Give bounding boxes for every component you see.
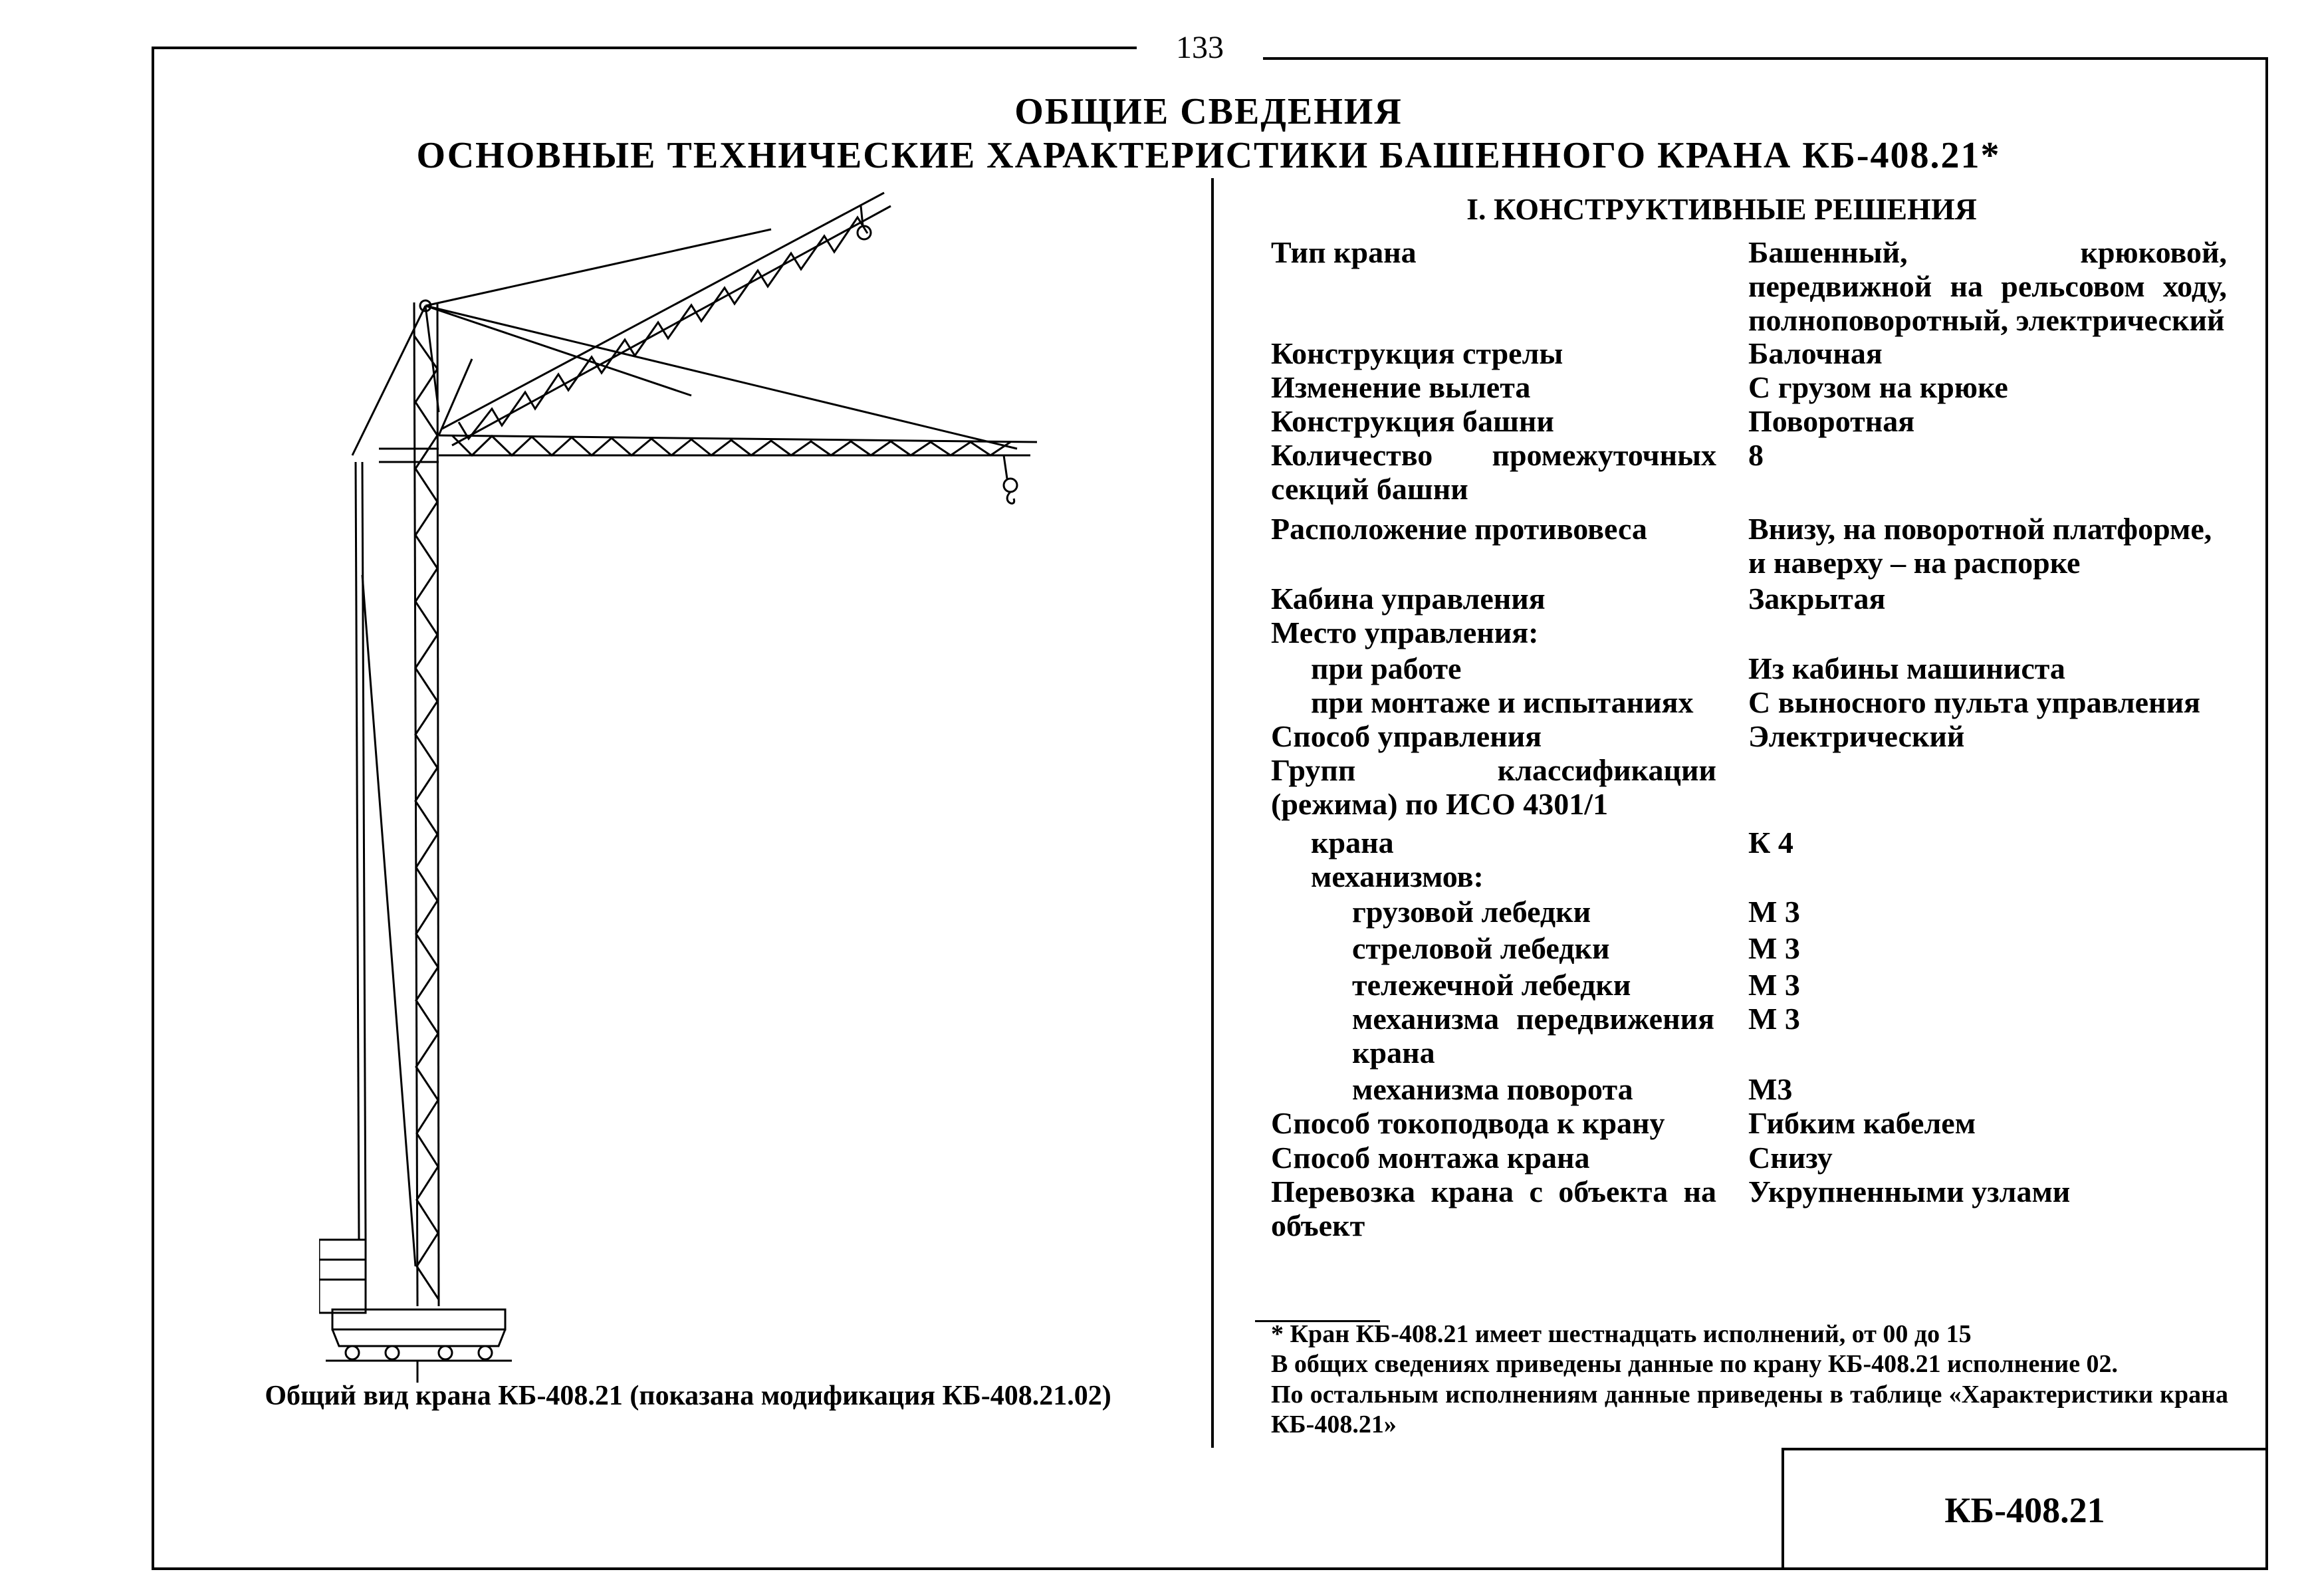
frame-bottom [152, 1567, 2268, 1570]
page-subtitle: ОСНОВНЫЕ ТЕХНИЧЕСКИЕ ХАРАКТЕРИСТИКИ БАШЕННОГО КРАНА КБ-408.21* [416, 135, 2001, 176]
spec-value-reach-change: С грузом на крюке [1748, 370, 2008, 404]
section-title: I. КОНСТРУКТИВНЫЕ РЕШЕНИЯ [1466, 192, 1977, 226]
spec-label-mechanisms: механизмов: [1311, 859, 1484, 893]
frame-left [152, 47, 154, 1569]
spec-value-boom-design: Балочная [1748, 336, 1883, 370]
crane-base [326, 1310, 512, 1383]
crane-raised-boom [442, 193, 891, 445]
spec-value-mounting: Снизу [1748, 1141, 1833, 1175]
spec-label-transport: Перевозка крана с объекта на объект [1271, 1175, 1716, 1242]
spec-value-crane-group: К 4 [1748, 826, 1793, 859]
spec-label-hoist-winch: грузовой лебедки [1352, 895, 1591, 929]
frame-top-right [1263, 57, 2267, 60]
frame-right [2265, 57, 2268, 1569]
spec-value-crane-type: Башенный, крюковой, передвижной на рельсовом ходу, полноповоротный, электрический [1748, 235, 2227, 337]
spec-label-during-work: при работе [1311, 651, 1462, 685]
crane-caption: Общий вид крана КБ-408.21 (показана модификация КБ-408.21.02) [265, 1381, 1111, 1411]
spec-label-cabin: Кабина управления [1271, 582, 1546, 616]
footnote-line-3: По остальным исполнениям данные приведены в таблице «Характеристики крана КБ-408.21» [1271, 1381, 2228, 1438]
spec-value-power-supply: Гибким кабелем [1748, 1106, 1976, 1140]
spec-value-hoist-winch: М 3 [1748, 895, 1800, 929]
spec-label-boom-design: Конструкция стрелы [1271, 336, 1563, 370]
spec-value-cabin: Закрытая [1748, 582, 1886, 616]
page-title: ОБЩИЕ СВЕДЕНИЯ [1014, 91, 1403, 132]
crane-guy-ropes [352, 229, 1017, 462]
crane-tower [414, 302, 439, 1306]
spec-label-classification: Групп классификации (режима) по ИСО 4301/1 [1271, 753, 1716, 821]
crane-counterweight-rigging [319, 462, 415, 1313]
spec-label-power-supply: Способ токоподвода к крану [1271, 1106, 1665, 1140]
spec-label-boom-winch: стреловой лебедки [1352, 931, 1610, 965]
frame-top-left [152, 47, 1137, 49]
spec-label-reach-change: Изменение вылета [1271, 370, 1531, 404]
spec-label-control-place: Место управления: [1271, 616, 1539, 649]
spec-label-crane-group: крана [1311, 826, 1394, 859]
spec-value-slewing-mechanism: М3 [1748, 1072, 1793, 1106]
spec-value-tower-design: Поворотная [1748, 404, 1915, 438]
footnote-line-1: * Кран КБ-408.21 имеет шестнадцать исполнений, от 00 до 15 [1271, 1320, 1972, 1348]
spec-value-during-assembly: С выносного пульта управления [1748, 685, 2200, 719]
crane-jib [439, 435, 1037, 503]
spec-value-travel-mechanism: М 3 [1748, 1002, 1800, 1036]
spec-value-during-work: Из кабины машиниста [1748, 651, 2065, 685]
stamp-text: КБ-408.21 [1944, 1490, 2105, 1530]
spec-label-trolley-winch: тележечной лебедки [1352, 968, 1631, 1002]
spec-label-crane-type: Тип крана [1271, 235, 1417, 269]
spec-label-counterweight: Расположение противовеса [1271, 512, 1647, 546]
spec-label-tower-design: Конструкция башни [1271, 404, 1554, 438]
spec-label-section-count: Количество промежуточных секций башни [1271, 438, 1716, 506]
spec-label-slewing-mechanism: механизма поворота [1352, 1072, 1633, 1106]
spec-value-control-method: Электрический [1748, 719, 1965, 753]
spec-label-during-assembly: при монтаже и испытаниях [1311, 685, 1694, 719]
spec-label-mounting: Способ монтажа крана [1271, 1141, 1590, 1175]
spec-label-control-method: Способ управления [1271, 719, 1542, 753]
spec-value-boom-winch: М 3 [1748, 931, 1800, 965]
footnote-line-2: В общих сведениях приведены данные по крану КБ-408.21 исполнение 02. [1271, 1350, 2119, 1378]
spec-value-counterweight: Внизу, на поворотной платформе, и наверху – на распорке [1748, 512, 2212, 580]
column-divider [1211, 178, 1214, 1448]
crane-drawing [319, 176, 1077, 1383]
spec-value-transport: Укрупненными узлами [1748, 1175, 2071, 1208]
spec-value-section-count: 8 [1748, 438, 1764, 472]
spec-value-trolley-winch: М 3 [1748, 968, 1800, 1002]
page-number: 133 [1176, 30, 1224, 65]
spec-label-travel-mechanism: механизма передвижения крана [1352, 1002, 1714, 1070]
